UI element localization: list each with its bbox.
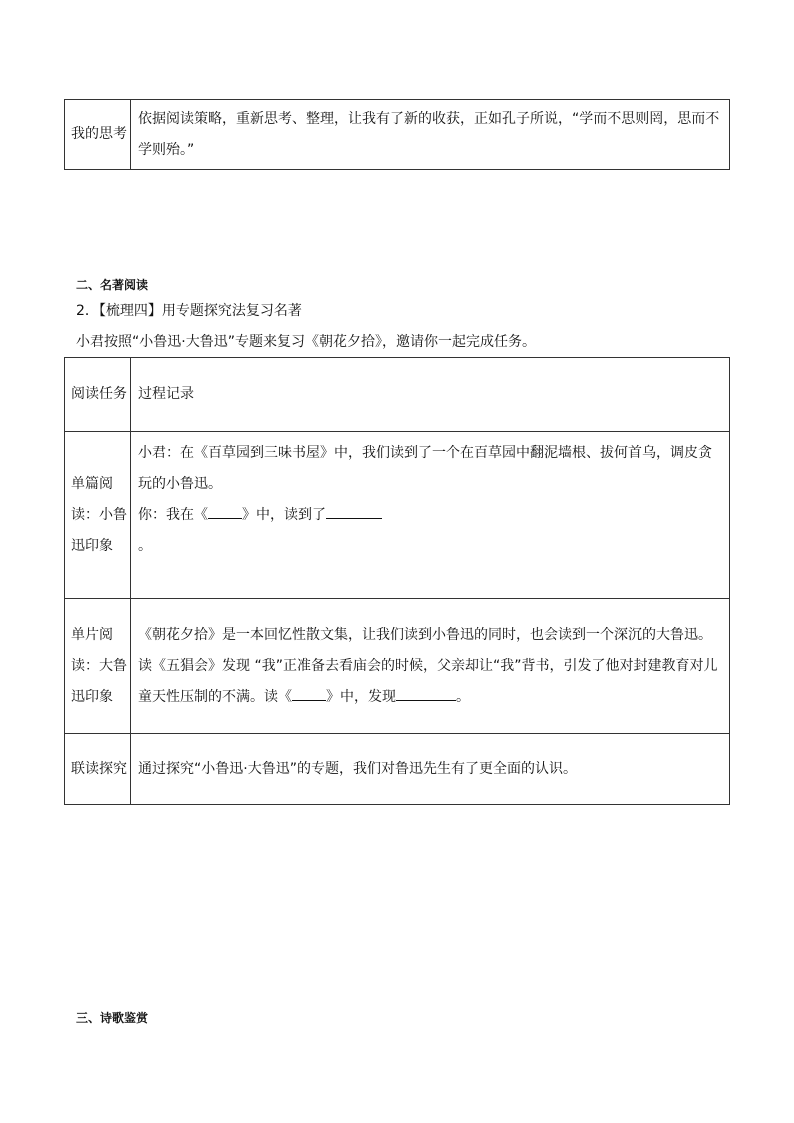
big-luxun-label: 单片阅读：大鲁迅印象 <box>65 599 131 734</box>
question-intro: 小君按照“小鲁迅·大鲁迅”专题来复习《朝花夕拾》，邀请你一起完成任务。 <box>76 334 536 350</box>
question-number: 2． <box>76 303 99 319</box>
your-answer-line <box>138 500 723 531</box>
table-row-single-reading <box>65 432 730 599</box>
header-record-label: 过程记录 <box>131 358 730 432</box>
answer-end: 。 <box>138 538 152 554</box>
question-text: 用专题探究法复习名著 <box>161 303 302 319</box>
single-reading-label: 单篇阅读：小鲁迅印象 <box>65 432 131 599</box>
table-header-row <box>65 358 730 432</box>
reading-task-table <box>64 357 730 805</box>
reflection-content: 依据阅读策略，重新思考、整理，让我有了新的收获，正如孔子所说，“学而不思则罔，思而不学则殆。” <box>131 100 730 170</box>
table-row-joint-reading <box>65 734 730 805</box>
single-reading-content <box>131 432 730 599</box>
answer-middle: 》中，读到了 <box>242 507 326 523</box>
section-heading-classics: 二、名著阅读 <box>76 278 149 292</box>
reflection-row <box>65 100 730 170</box>
big-luxun-text: 《朝花夕拾》是一本回忆性散文集，让我们读到小鲁迅的同时，也会读到一个深沉的大鲁迅。读《五猖会》发现 “我”正准备去看庙会的时候，父亲却让“我”背书，引发了他对封建教育对儿童天性压制的不满。读《 <box>138 626 718 705</box>
section-heading-poetry: 三、诗歌鉴赏 <box>76 1011 149 1025</box>
impression-blank[interactable] <box>326 504 382 519</box>
header-task-label: 阅读任务 <box>65 358 131 432</box>
reflection-table <box>64 99 730 170</box>
question-2-title <box>76 300 302 320</box>
xiaojun-statement: 小君：在《百草园到三味书屋》中，我们读到了一个在百草园中翻泥墙根、拔何首乌，调皮贪玩的小鲁迅。 <box>138 445 712 492</box>
joint-reading-label: 联读探究 <box>65 734 131 805</box>
joint-reading-content: 通过探究“小鲁迅·大鲁迅”的专题，我们对鲁迅先生有了更全面的认识。 <box>131 734 730 805</box>
question-tag: 【梳理四】 <box>98 303 162 319</box>
big-luxun-middle: 》中，发现 <box>326 688 396 705</box>
finding-blank[interactable] <box>396 686 456 701</box>
big-luxun-content <box>131 599 730 734</box>
answer-prefix: 你：我在《 <box>138 507 208 523</box>
big-luxun-end: 。 <box>456 688 470 705</box>
table-row-big-luxun <box>65 599 730 734</box>
essay-title-blank-2[interactable] <box>292 686 326 701</box>
essay-title-blank[interactable] <box>208 504 242 519</box>
reflection-label: 我的思考 <box>65 100 131 170</box>
